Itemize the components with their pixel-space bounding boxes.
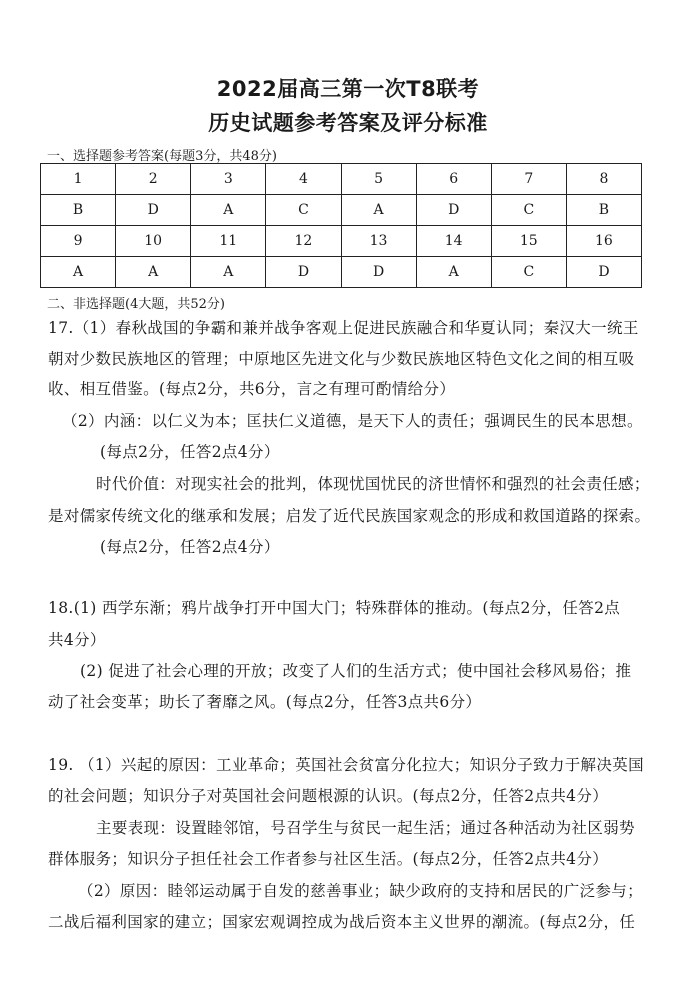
- text-line: 18.(1) 西学东渐；鸦片战争打开中国大门；特殊群体的推动。(每点2分，任答2点: [48, 599, 621, 617]
- table-cell: D: [116, 195, 191, 226]
- text-line: 群体服务；知识分子担任社会工作者参与社区生活。(每点2分，任答2点共4分）: [48, 850, 609, 868]
- table-cell: 4: [266, 164, 341, 195]
- document-title: 2022届高三第一次T8联考: [216, 77, 480, 101]
- table-cell: B: [566, 195, 641, 226]
- text-line: (2) 促进了社会心理的开放；改变了人们的生活方式；使中国社会移风易俗；推: [80, 662, 632, 680]
- table-cell: C: [491, 195, 566, 226]
- text-line: （2）原因：睦邻运动属于自发的慈善事业；缺少政府的支持和居民的广泛参与；: [78, 882, 643, 900]
- table-row: [41, 257, 642, 288]
- table-cell: 14: [416, 226, 491, 257]
- table-row: [41, 164, 642, 195]
- table-cell: 3: [191, 164, 266, 195]
- table-cell: 9: [41, 226, 116, 257]
- table-row: [41, 195, 642, 226]
- text-line: 的社会问题；知识分子对英国社会问题根源的认识。(每点2分，任答2点共4分）: [48, 787, 609, 805]
- table-cell: 15: [491, 226, 566, 257]
- text-line: 时代价值：对现实社会的批判，体现忧国忧民的济世情怀和强烈的社会责任感；: [96, 475, 650, 493]
- table-row: [41, 226, 642, 257]
- table-cell: A: [116, 257, 191, 288]
- section1-heading: 一、选择题参考答案(每题3分，共48分): [47, 149, 277, 164]
- table-cell: 1: [41, 164, 116, 195]
- table-cell: 7: [491, 164, 566, 195]
- table-cell: D: [266, 257, 341, 288]
- text-line: (每点2分，任答2点4分）: [100, 538, 280, 556]
- table-cell: 6: [416, 164, 491, 195]
- table-cell: A: [191, 257, 266, 288]
- table-cell: 16: [566, 226, 641, 257]
- table-cell: 12: [266, 226, 341, 257]
- text-line: (每点2分，任答2点4分）: [100, 443, 280, 461]
- table-cell: D: [341, 257, 416, 288]
- text-line: 共4分）: [48, 631, 106, 649]
- table-cell: 8: [566, 164, 641, 195]
- table-cell: 13: [341, 226, 416, 257]
- table-cell: 10: [116, 226, 191, 257]
- table-cell: C: [491, 257, 566, 288]
- text-line: 19. （1）兴起的原因：工业革命；英国社会贫富分化拉大；知识分子致力于解决英国: [48, 756, 644, 774]
- table-cell: A: [191, 195, 266, 226]
- table-cell: A: [41, 257, 116, 288]
- table-cell: A: [416, 257, 491, 288]
- table-cell: A: [341, 195, 416, 226]
- document-subtitle: 历史试题参考答案及评分标准: [208, 111, 488, 135]
- text-line: 朝对少数民族地区的管理；中原地区先进文化与少数民族地区特色文化之间的相互吸: [48, 350, 635, 368]
- text-line: 动了社会变革；助长了奢靡之风。(每点2分，任答3点共6分）: [48, 693, 482, 711]
- table-cell: C: [266, 195, 341, 226]
- text-line: 17.（1）春秋战国的争霸和兼并战争客观上促进民族融合和华夏认同；秦汉大一统王: [48, 319, 639, 337]
- text-line: 收、相互借鉴。(每点2分，共6分，言之有理可酌情给分）: [48, 380, 456, 398]
- table-cell: D: [566, 257, 641, 288]
- text-line: （2）内涵：以仁义为本；匡扶仁义道德，是天下人的责任；强调民生的民本思想。: [62, 412, 643, 430]
- text-line: 主要表现：设置睦邻馆，号召学生与贫民一起生活；通过各种活动为社区弱势: [96, 819, 635, 837]
- text-line: 二战后福利国家的建立；国家宏观调控成为战后资本主义世界的潮流。(每点2分，任: [48, 913, 636, 931]
- table-cell: 2: [116, 164, 191, 195]
- answer-table: [40, 163, 642, 288]
- table-cell: B: [41, 195, 116, 226]
- table-cell: 11: [191, 226, 266, 257]
- text-line: 是对儒家传统文化的继承和发展；启发了近代民族国家观念的形成和救国道路的探索。: [48, 507, 651, 525]
- section2-heading: 二、非选择题(4大题，共52分): [47, 297, 225, 312]
- table-cell: D: [416, 195, 491, 226]
- table-cell: 5: [341, 164, 416, 195]
